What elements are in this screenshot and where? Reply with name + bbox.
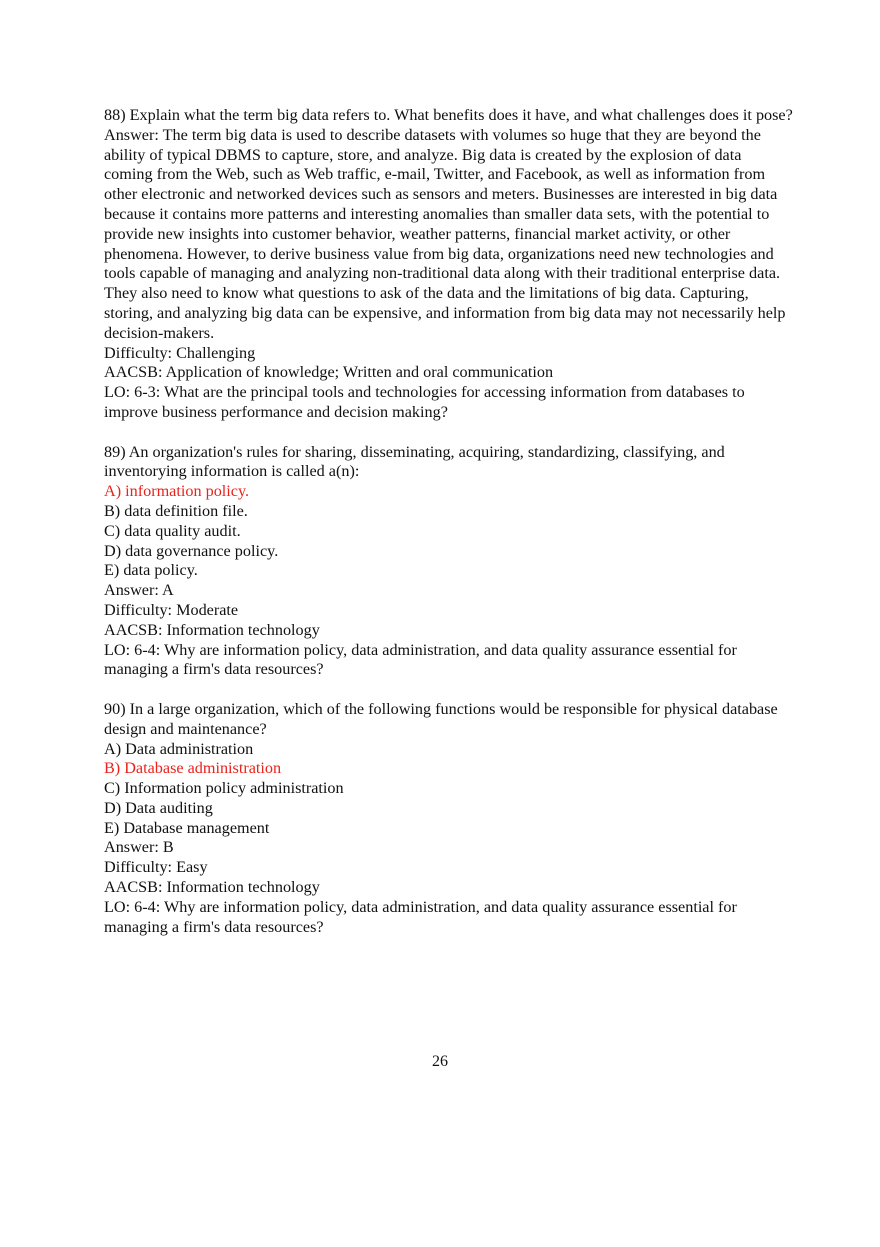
page-number: 26 [432, 1053, 448, 1070]
question-89-option-b: B) data definition file. [104, 501, 248, 520]
question-90 [104, 700, 794, 938]
question-90-option-c: C) Information policy administration [104, 779, 344, 798]
question-89-aacsb: AACSB: Information technology [104, 620, 320, 639]
question-89-lo: LO: 6-4: Why are information policy, data administration, and data quality assurance essential for managing a firm's data resources? [104, 640, 737, 679]
question-89-answer: Answer: A [104, 581, 174, 600]
question-89-option-d: D) data governance policy. [104, 541, 279, 560]
question-90-aacsb: AACSB: Information technology [104, 878, 320, 897]
question-89-difficulty: Difficulty: Moderate [104, 600, 239, 619]
question-89-option-a-correct: A) information policy. [104, 482, 250, 501]
question-90-option-d: D) Data auditing [104, 798, 213, 817]
question-89-text: 89) An organization's rules for sharing, disseminating, acquiring, standardizing, classifying, and inventorying information is called a(n): [104, 442, 725, 481]
question-88-answer: Answer: The term big data is used to describe datasets with volumes so huge that they are beyond the ability of typical DBMS to capture, store, and analyze. Big data is created by the explosion of data coming from the Web, such as Web traffic, e-mail, Twitter, and Facebook, as well as information from other electronic and networked devices such as sensors and meters. Businesses are interested in big data because it contains more patterns and interesting anomalies than smaller data sets, with the potential to provide new insights into customer behavior, weather patterns, financial market activity, or other phenomena. However, to derive business value from big data, organizations need new technologies and tools capable of managing and analyzing non-traditional data along with their traditional enterprise data. They also need to know what questions to ask of the data and the limitations of big data. Capturing, storing, and analyzing big data can be expensive, and information from big data may not necessarily help decision-makers. [104, 125, 786, 342]
question-90-option-a: A) Data administration [104, 739, 254, 758]
question-88-difficulty: Difficulty: Challenging [104, 343, 256, 362]
page-content [104, 106, 794, 957]
question-88 [104, 106, 794, 423]
question-90-text: 90) In a large organization, which of the following functions would be responsible for physical database design and maintenance? [104, 699, 778, 738]
question-90-option-e: E) Database management [104, 818, 270, 837]
question-89-option-c: C) data quality audit. [104, 521, 241, 540]
question-88-aacsb: AACSB: Application of knowledge; Written and oral communication [104, 363, 554, 382]
question-90-option-b-correct: B) Database administration [104, 759, 282, 778]
question-89-option-e: E) data policy. [104, 561, 198, 580]
question-89 [104, 443, 794, 681]
question-88-lo: LO: 6-3: What are the principal tools and technologies for accessing information from databases to improve business performance and decision making? [104, 383, 745, 421]
question-88-text: 88) Explain what the term big data refers to. What benefits does it have, and what challenges does it pose? [104, 106, 793, 124]
question-90-answer: Answer: B [104, 838, 174, 857]
question-90-difficulty: Difficulty: Easy [104, 858, 208, 877]
question-90-lo: LO: 6-4: Why are information policy, data administration, and data quality assurance essential for managing a firm's data resources? [104, 897, 737, 936]
